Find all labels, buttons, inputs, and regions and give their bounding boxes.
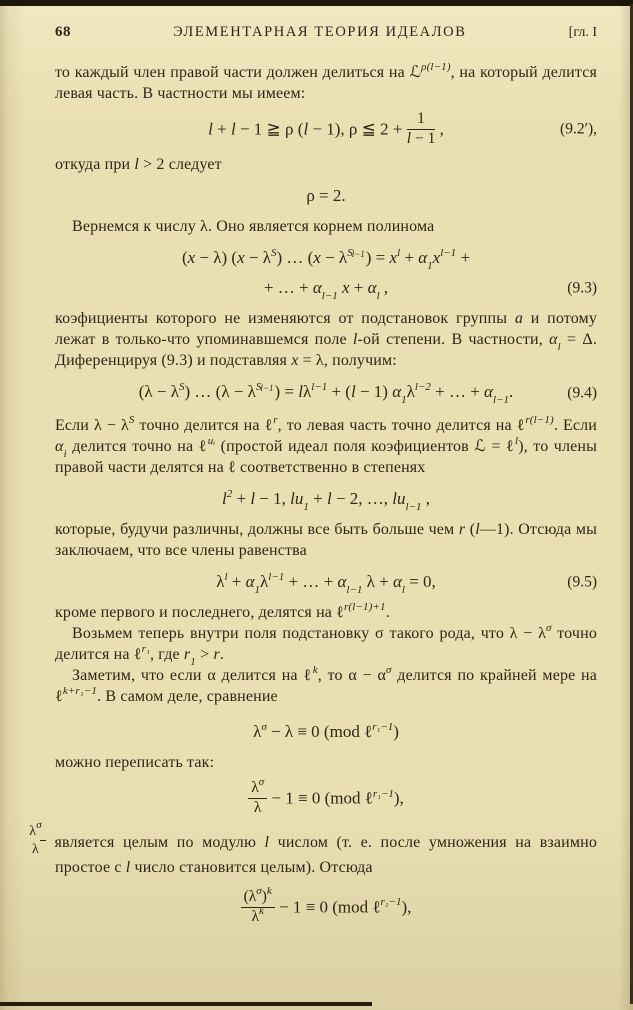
display-formula	[55, 111, 597, 147]
fraction: $\frac{\lambda^\sigma}{\lambda}$	[248, 780, 267, 816]
paragraph: то каждый член правой части должен делиться на ℒ$^{\rho(l-1)}$, на который делится левая часть. В частности мы имеем:	[55, 60, 597, 102]
formula-line: $\frac{(\lambda^\sigma)^k}{\lambda^k}$ − 1 ≡ 0 (mod ℓ$^{r_1-1}$),	[55, 889, 597, 925]
display-formula	[55, 718, 597, 745]
equation-number: (9.5)	[567, 573, 597, 591]
paragraph: которые, будучи различны, должны все быть больше чем r (l—1). Отсюда мы заключаем, что все члены равенства	[55, 521, 597, 560]
formula-line: $l^2 + l - 1$, $lu_1 + l - 2$, …, $lu_{l-1}$ ,	[221, 487, 431, 513]
text-body	[29, 60, 598, 926]
display-formula	[55, 885, 597, 925]
formula-line: $\frac{\lambda^\sigma}{\lambda}$ − 1 ≡ 0 (mod ℓ$^{r_1-1}$),	[55, 780, 597, 816]
formula-line: $(\lambda - \lambda^S)$ … $(\lambda - \lambda^{Sl-1}) = l\lambda^{l-1} + (l - 1)$ $\alpha_1\lambda^{l-2}$ + … + $\alpha_{l-1}$. (9.4)	[138, 380, 597, 406]
formula-line: l + l − 1 ≧ ρ (l − 1), ρ ≦ 2 + $\frac{1}{l - 1}$ , (9.2′),	[208, 110, 597, 147]
chapter-ref: [гл. I	[568, 25, 597, 40]
formula-line: $\lambda^l + \alpha_1\lambda^{l-1}$ + … + $\alpha_{l-1}$ $\lambda + \alpha_l = 0$, (9.5)	[55, 568, 597, 595]
display-formula	[55, 378, 597, 408]
fraction: $\frac{\lambda^\sigma}{\lambda}$	[40, 824, 46, 857]
fraction: $\frac{1}{l - 1}$	[406, 110, 436, 147]
paragraph: откуда при l > 2 следует	[55, 156, 222, 174]
paragraph: можно переписать так:	[55, 754, 215, 772]
paragraph: коэфициенты которого не изменяются от подстановок группы a и потому лежат в только-что упоминавшемся поле l-ой степени. В частности, $\alpha_l = \Delta$. Диференцируя (9.3) и подставляя x = λ, получим:	[55, 310, 598, 370]
running-title: ЭЛЕМЕНТАРНАЯ ТЕОРИЯ ИДЕАЛОВ	[173, 24, 467, 40]
equation-number: (9.3)	[567, 279, 597, 297]
display-formula	[55, 776, 597, 817]
formula-line: $\lambda^\sigma - \lambda \equiv 0$ (mod ℓ$^{r_1-1}$)	[253, 720, 399, 742]
equation-number: (9.2′),	[560, 120, 597, 138]
display-formula	[55, 568, 597, 595]
page-number: 68	[55, 24, 71, 40]
running-header	[55, 24, 597, 41]
paragraph: $\frac{\lambda^\sigma}{\lambda}$ является целым по модулю l числом (т. е. после умножения на взаимно простое с l число становится целым). Отсюда	[29, 819, 597, 877]
paragraph: Возьмем теперь внутри поля подстановку σ такого рода, что $\lambda - \lambda^\sigma$ точно делится на ℓ$^{r_1}$, где $r_1 > r$.	[55, 622, 597, 668]
fraction: $\frac{(\lambda^\sigma)^k}{\lambda^k}$	[241, 889, 275, 925]
display-formula	[55, 485, 597, 512]
page-content	[29, 24, 598, 933]
paragraph: Вернемся к числу λ. Оно является корнем полинома	[72, 218, 435, 236]
paragraph: Заметим, что если α делится на ℓ$^k$, то $\alpha - \alpha^\sigma$ делится по крайней мере на ℓ$^{k+r_1-1}$. В самом деле, сравнение	[55, 664, 597, 706]
formula-line: (x − λ) $(x - \lambda^S)$ … $(x - \lambda^{Sl-1}) = x^l + \alpha_1x^{l-1}$ +	[181, 246, 471, 272]
scan-edge-bottom	[0, 1002, 372, 1006]
paragraph: кроме первого и последнего, делятся на ℓ$^{r(l-1)+1}$.	[55, 601, 390, 622]
display-formula	[55, 244, 597, 301]
paragraph: Если $\lambda - \lambda^S$ точно делится на ℓ$^r$, то левая часть точно делится на ℓ$^{r(l-1)}$. Если $\alpha_i$ делится точно на ℓ$^{uᵢ}$ (простой идеал поля коэфициентов ℒ = ℓ$^l$), то члены правой части делятся на ℓ соответственно в степенях	[55, 414, 597, 477]
display-formula	[55, 182, 597, 209]
scan-edge-top	[0, 0, 633, 6]
equation-number: (9.4)	[567, 384, 597, 402]
formula-line: + … + $\alpha_{l-1}$ $x + \alpha_l$ , (9.3)	[55, 274, 597, 301]
formula-line: ρ = 2.	[306, 186, 346, 206]
